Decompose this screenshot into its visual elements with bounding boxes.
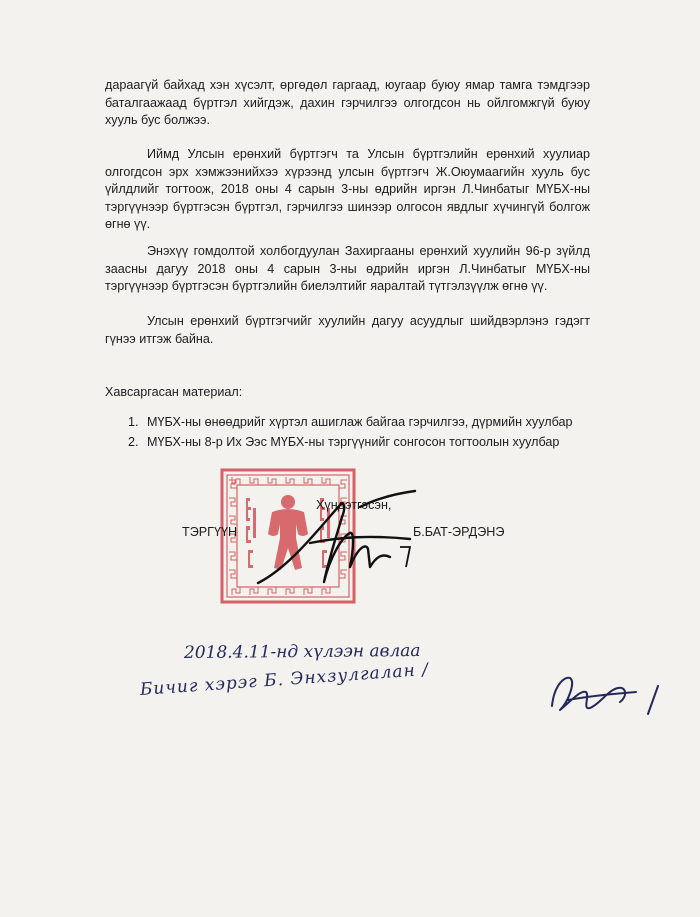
attachment-item	[128, 412, 573, 432]
attachment-number: 1.	[128, 415, 139, 429]
attachment-text: МҮБХ-ны өнөөдрийг хүртэл ашиглаж байгаа гэрчилгээ, дүрмийн хуулбар	[147, 415, 573, 429]
handwritten-clerk-note: Бичиг хэрэг Б. Энхзулгалан /	[139, 659, 430, 700]
paragraph-1: дараагүй байхад хэн хүсэлт, өргөдөл гаргаад, юугаар буюу ямар тамга тэмдгээр баталгаажаад бүртгэл хийгдэж, дахин гэрчилгээ олгогдсон нь ойлгомжгүй буюу хууль бус болжээ.	[105, 78, 590, 127]
clerk-signature	[540, 666, 680, 724]
signer-position: ТЭРГҮҮН	[182, 525, 238, 539]
attachment-text: МҮБХ-ны 8-р Их Ээс МҮБХ-ны тэргүүнийг сонгосон тогтоолын хуулбар	[147, 435, 560, 449]
handwritten-received-note: 2018.4.11-нд хүлээн авлаа	[183, 640, 421, 664]
closing-phrase: Хүндэтгэсэн,	[316, 498, 392, 512]
attachments-list	[128, 412, 573, 452]
paragraph-4: Улсын ерөнхий бүртгэгчийг хуулийн дагуу асуудлыг шийдвэрлэнэ гэдэгт гүнээ итгэж байна.	[105, 314, 590, 346]
paragraph-2: Иймд Улсын ерөнхий бүртгэгч та Улсын бүртгэлийн ерөнхий хуулиар олгогдсон эрх хэмжээнийхээ хүрээнд улсын бүртгэгч Ж.Оюумаагийн хууль бус үйлдлийг тогтоож, 2018 оны 4 сарын 3-ны өдрийн иргэн Л.Чинбатыг МҮБХ-ны тэргүүнээр бүртгэсэн бүртгэл, гэрчилгээ шинээр олгосон явдлыг хүчингүй болгож өгнө үү.	[105, 147, 590, 231]
attachment-item	[128, 432, 573, 452]
attachments-title: Хавсаргасан материал:	[105, 385, 243, 399]
signer-name: Б.БАТ-ЭРДЭНЭ	[413, 525, 505, 539]
paragraph-3: Энэхүү гомдолтой холбогдуулан Захиргааны ерөнхий хуулийн 96-р зүйлд заасны дагуу 2018 оны 4 сарын 3-ны өдрийн иргэн Л.Чинбатыг МҮБХ-ны тэргүүнээр бүртгэсэн бүртгэлийн биелэлтийг яаралтай түтгэлзүүлж өгнө үү.	[105, 244, 590, 293]
handwritten-signature	[250, 487, 420, 597]
attachment-number: 2.	[128, 435, 139, 449]
